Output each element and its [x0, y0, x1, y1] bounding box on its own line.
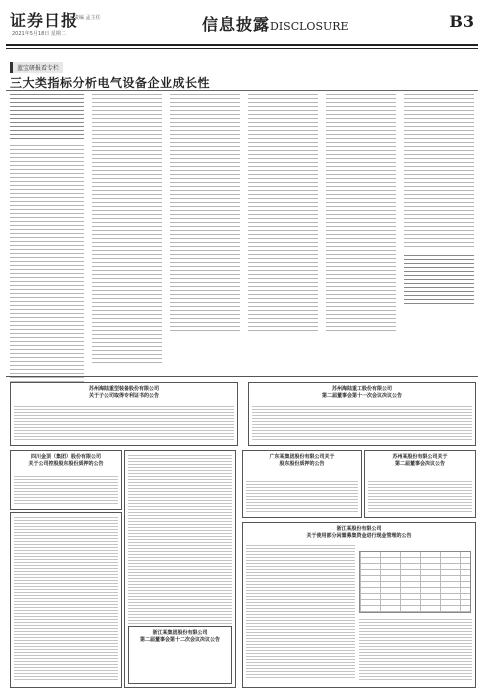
article-column-5: [326, 94, 396, 334]
notice-2-title: 苏州海陆重工股份有限公司 第二届董事会第十一次会议决议公告: [321, 386, 402, 399]
article-column-4: [248, 94, 318, 334]
notice-3: [10, 450, 122, 510]
notice-4: [242, 450, 362, 518]
notice-6-title: 浙江某股份有限公司 关于使用部分闲置募集资金进行现金管理的公告: [306, 526, 412, 539]
notice-6-table: [359, 551, 471, 613]
section-title-en: DISCLOSURE: [270, 20, 349, 33]
headline-rule: [6, 90, 478, 91]
masthead-left: [10, 8, 160, 38]
column-tag: 蓝宝研报看专栏: [10, 62, 63, 73]
notice-column-0: [10, 512, 122, 688]
notice-1: [10, 382, 238, 446]
article-headline: 三大类指标分析电气设备企业成长性: [10, 76, 211, 90]
article-column-6: [404, 94, 474, 307]
page-number: B3: [449, 12, 474, 31]
notice-3-title: 四川金顶（集团）股份有限公司 关于公司控股股东股份质押的公告: [28, 454, 104, 467]
notice-2: [248, 382, 476, 446]
notice-5: [364, 450, 476, 518]
newspaper-brand: 证券日报: [10, 11, 79, 30]
notice-7: [128, 626, 232, 684]
masthead-rule: [6, 44, 478, 46]
article-column-1: [10, 94, 84, 421]
article-column-3: [170, 94, 240, 334]
notice-5-title: 苏州某股份有限公司关于 第二届董事会决议公告: [392, 454, 448, 467]
section-title-cn: 信息披露: [202, 15, 271, 34]
notice-6: [242, 522, 476, 688]
editor-line: 责编 孟主任: [74, 15, 101, 21]
date-line: 2021年5月18日 星期二: [12, 31, 66, 37]
masthead: [6, 6, 478, 42]
notice-1-title: 苏州海陆重型装备股份有限公司 关于子公司取得专利证书的公告: [88, 386, 159, 399]
article-rule: [6, 376, 478, 377]
article-body: [10, 94, 476, 376]
notice-4-title: 广东某集团股份有限公司关于 股东股份质押的公告: [269, 454, 335, 467]
masthead-rule-thin: [6, 48, 478, 49]
notice-7-title: 浙江某集团股份有限公司 第二届董事会第十二次会议决议公告: [139, 630, 220, 643]
newspaper-page: [6, 6, 478, 694]
section-title: [202, 12, 349, 35]
article-column-2: [92, 94, 162, 366]
